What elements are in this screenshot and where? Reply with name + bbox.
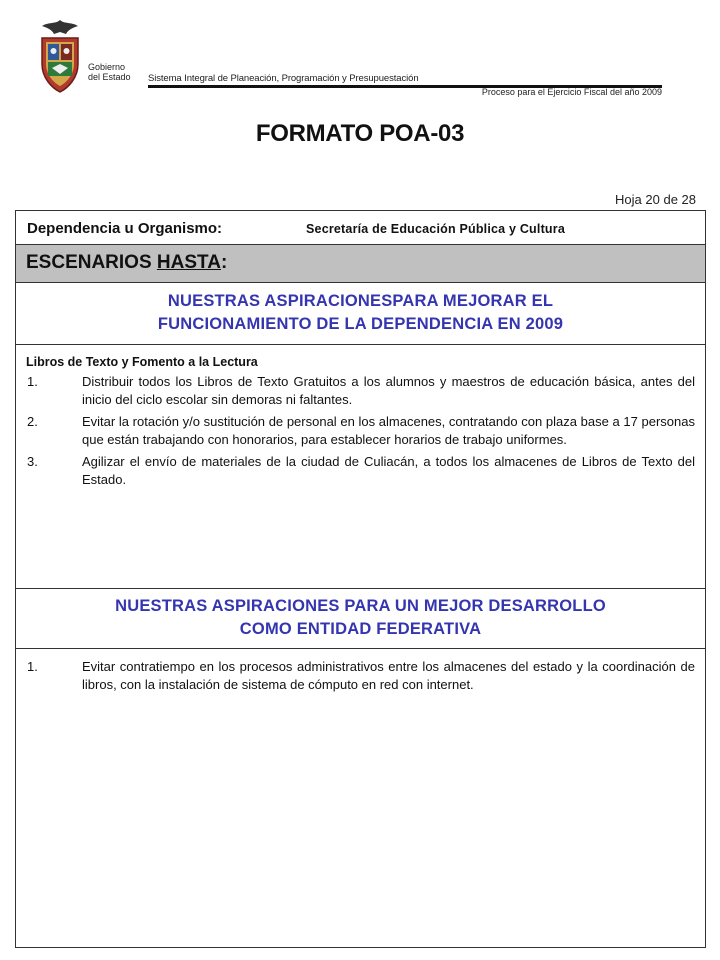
item-number: 1. [27,374,38,389]
escenarios-row [16,245,705,283]
section1-body [16,345,705,589]
section2-heading-line1: NUESTRAS ASPIRACIONES PARA UN MEJOR DESARROLLO [115,597,606,615]
escenarios-heading [26,252,227,274]
gobierno-line: Gobierno [88,62,126,72]
section1-heading-line1: NUESTRAS ASPIRACIONESPARA MEJORAR EL [167,292,554,310]
dependencia-label: Dependencia u Organismo: [27,220,223,237]
item-number: 1. [27,659,38,674]
page-title: FORMATO POA-03 [255,120,465,147]
item-text: Evitar contratiempo en los procesos administrativos entre los almacenes del estado y la coordinación de libros, con la instalación de sistema de cómputo en red con internet. [82,659,695,692]
system-name: Sistema Integral de Planeación, Programación y Presupuestación [148,73,419,84]
section2-heading [16,589,705,649]
item-text: Evitar la rotación y/o sustitución de personal en los almacenes, contratando con plaza base a 17 personas que están trabajando con honorarios, para establecer horarios de trabajo uniformes. [82,414,695,447]
list-item [26,658,695,694]
del-estado-line: del Estado [88,72,131,82]
section1-heading-line2: FUNCIONAMIENTO DE LA DEPENDENCIA EN 2009 [157,315,564,333]
list-item [26,413,695,449]
state-seal-icon [36,18,84,94]
dependencia-value: Secretaría de Educación Pública y Cultura [306,222,565,236]
list-item [26,453,695,489]
escenarios-prefix: ESCENARIOS [26,252,157,273]
poa-form [15,210,706,948]
list-item [26,373,695,409]
section2-heading-line2: COMO ENTIDAD FEDERATIVA [239,620,482,638]
process-label: Proceso para el Ejercicio Fiscal del año 2009 [481,87,662,97]
escenarios-underlined: HASTA [156,252,221,273]
item-text: Distribuir todos los Libros de Texto Gratuitos a los alumnos y maestros de educación básica, antes del inicio del ciclo escolar sin demoras ni faltantes. [82,374,695,407]
item-number: 3. [27,454,38,469]
section1-subheading: Libros de Texto y Fomento a la Lectura [26,355,258,369]
section1-heading [16,283,705,345]
item-number: 2. [27,414,38,429]
item-text: Agilizar el envío de materiales de la ciudad de Culiacán, a todos los almacenes de Libros de Texto del Estado. [82,454,695,487]
escenarios-suffix: : [220,252,228,273]
dependencia-row [16,211,705,245]
section2-body [16,649,705,694]
page-indicator: Hoja 20 de 28 [615,192,696,207]
government-label [88,62,131,82]
